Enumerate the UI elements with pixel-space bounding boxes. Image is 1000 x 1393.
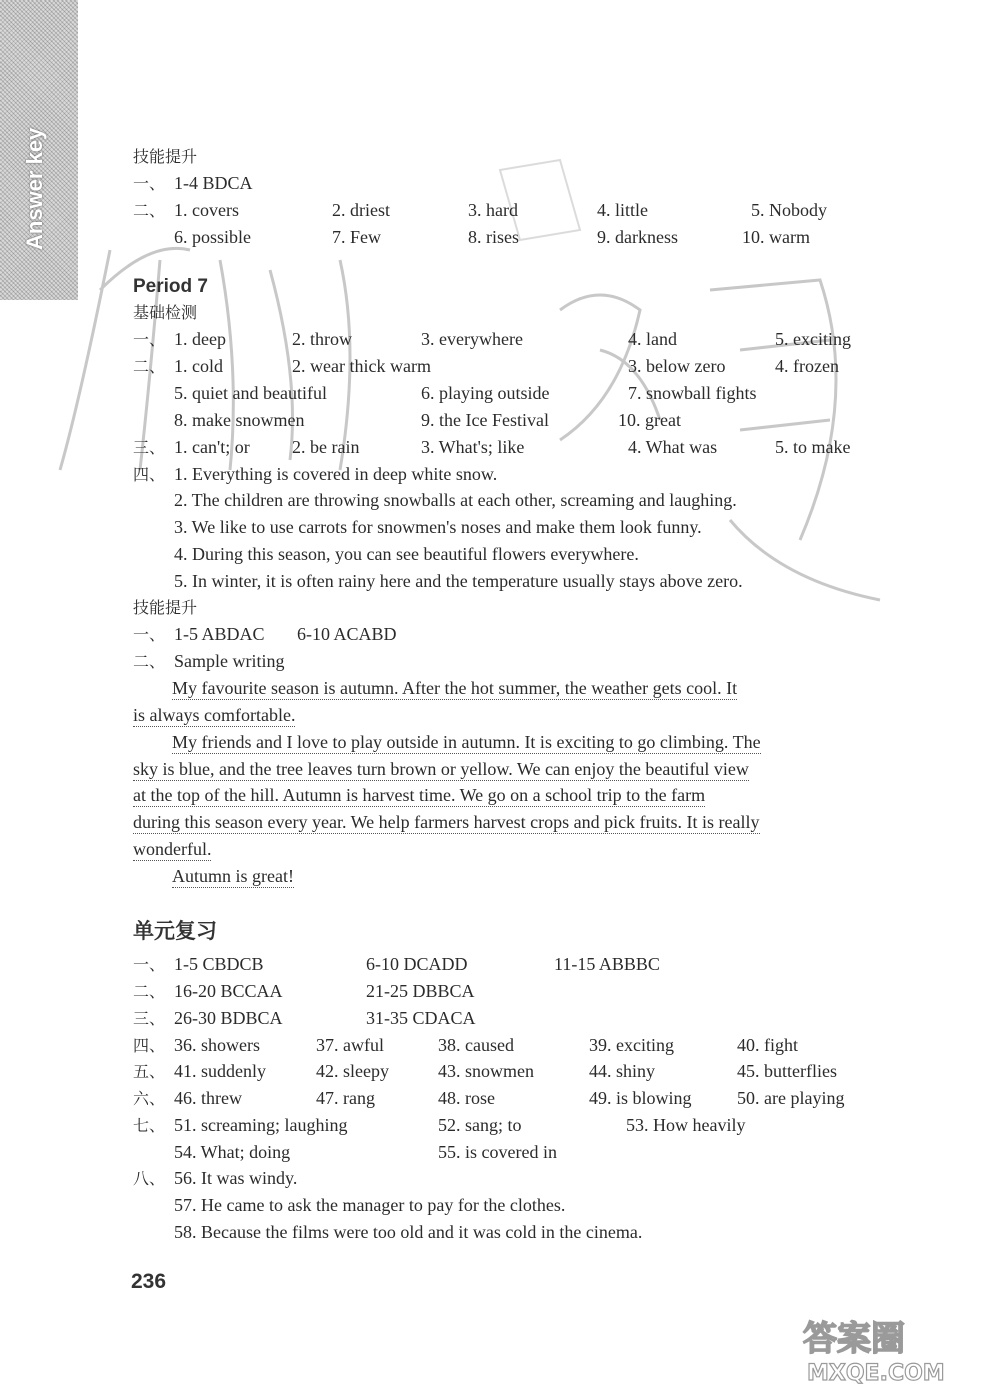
- period-title: Period 7: [133, 276, 208, 297]
- brand-logo: [795, 1308, 975, 1388]
- answer: 44. shiny: [589, 1061, 656, 1081]
- essay-line: at the top of the hill. Autumn is harvest time. We go on a school trip to the farm: [133, 785, 706, 805]
- answer: 5. exciting: [775, 329, 851, 349]
- side-tab: [0, 0, 78, 300]
- answer: 39. exciting: [589, 1035, 674, 1055]
- answer: 6. possible: [174, 227, 252, 247]
- answer: 1. cold: [174, 356, 223, 376]
- answer: 50. are playing: [737, 1088, 845, 1108]
- answer: 45. butterflies: [737, 1061, 837, 1081]
- row-label: 二、: [133, 982, 166, 1001]
- row-label: 一、: [133, 330, 166, 349]
- unit-review-title: 单元复习: [133, 919, 217, 943]
- answer: 10. warm: [742, 227, 810, 247]
- answer: 42. sleepy: [316, 1061, 389, 1081]
- sentence: 5. In winter, it is often rainy here and the temperature usually stays above zero.: [174, 571, 743, 591]
- answer: 4. frozen: [775, 356, 839, 376]
- row-label: 一、: [133, 955, 166, 974]
- sample-writing-label: Sample writing: [174, 651, 285, 671]
- answer: 1-5 CBDCB: [174, 954, 264, 974]
- answer: 7. Few: [332, 227, 381, 247]
- answer: 4. What was: [628, 437, 718, 457]
- row-label: 二、: [133, 652, 166, 671]
- answer: 5. quiet and beautiful: [174, 383, 327, 403]
- row-label: 一、: [133, 174, 166, 193]
- answer: 48. rose: [438, 1088, 495, 1108]
- answer: 36. showers: [174, 1035, 260, 1055]
- essay-line: My friends and I love to play outside in autumn. It is exciting to go climbing. The: [172, 732, 761, 752]
- answer: 1. covers: [174, 200, 239, 220]
- essay-line: My favourite season is autumn. After the hot summer, the weather gets cool. It: [172, 678, 738, 698]
- row-label: 一、: [133, 625, 166, 644]
- answer: 5. Nobody: [751, 200, 827, 220]
- answer: 1-5 ABDAC: [174, 624, 265, 644]
- essay-line: during this season every year. We help farmers harvest crops and pick fruits. It is really: [133, 812, 760, 832]
- answer: 6-10 ACABD: [297, 624, 397, 644]
- sentence: 3. We like to use carrots for snowmen's noses and make them look funny.: [174, 517, 702, 537]
- answer: 1. can't; or: [174, 437, 250, 457]
- answer: 16-20 BCCAA: [174, 981, 283, 1001]
- answer: 5. to make: [775, 437, 851, 457]
- answer: 21-25 DBBCA: [366, 981, 475, 1001]
- row-label: 五、: [133, 1062, 166, 1081]
- answer: 3. everywhere: [421, 329, 523, 349]
- row-label: 三、: [133, 438, 166, 457]
- answer: 8. rises: [468, 227, 519, 247]
- answer: 6-10 DCADD: [366, 954, 468, 974]
- answer: 2. be rain: [292, 437, 360, 457]
- basic-heading: 基础检测: [133, 303, 198, 322]
- answer: 11-15 ABBBC: [554, 954, 660, 974]
- answer: 2. throw: [292, 329, 352, 349]
- answer: 49. is blowing: [589, 1088, 692, 1108]
- answer: 53. How heavily: [626, 1115, 746, 1135]
- row-label: 二、: [133, 357, 166, 376]
- essay-line: is always comfortable.: [133, 705, 296, 725]
- answer: 2. driest: [332, 200, 390, 220]
- answer: 57. He came to ask the manager to pay for the clothes.: [174, 1195, 566, 1215]
- answer: 54. What; doing: [174, 1142, 291, 1162]
- answer: 1-4 BDCA: [174, 173, 253, 193]
- row-label: 七、: [133, 1116, 166, 1135]
- skills-heading-1: 技能提升: [133, 147, 198, 166]
- svg-text:答案圈: 答案圈: [803, 1319, 905, 1359]
- answer: 56. It was windy.: [174, 1168, 298, 1188]
- row-label: 四、: [133, 1036, 166, 1055]
- answer: 9. darkness: [597, 227, 678, 247]
- answer: 43. snowmen: [438, 1061, 534, 1081]
- answer: 4. little: [597, 200, 648, 220]
- answer: 55. is covered in: [438, 1142, 557, 1162]
- sentence: 2. The children are throwing snowballs at each other, screaming and laughing.: [174, 490, 737, 510]
- answer: 47. rang: [316, 1088, 375, 1108]
- essay-line: sky is blue, and the tree leaves turn brown or yellow. We can enjoy the beautiful view: [133, 759, 749, 779]
- answer: 7. snowball fights: [628, 383, 757, 403]
- answer: 3. below zero: [628, 356, 726, 376]
- answer: 41. suddenly: [174, 1061, 266, 1081]
- row-label: 八、: [133, 1169, 166, 1188]
- answer: 6. playing outside: [421, 383, 550, 403]
- row-label: 四、: [133, 465, 166, 484]
- answer: 37. awful: [316, 1035, 384, 1055]
- answer: 52. sang; to: [438, 1115, 522, 1135]
- row-label: 六、: [133, 1089, 166, 1108]
- svg-text:MXQE.COM: MXQE.COM: [807, 1361, 945, 1386]
- answer: 26-30 BDBCA: [174, 1008, 283, 1028]
- page-number: 236: [131, 1270, 167, 1293]
- answer: 3. hard: [468, 200, 518, 220]
- sentence: 1. Everything is covered in deep white snow.: [174, 464, 498, 484]
- answer: 4. land: [628, 329, 677, 349]
- answer: 10. great: [618, 410, 681, 430]
- answer: 3. What's; like: [421, 437, 525, 457]
- side-tab-label: Answer key: [22, 127, 47, 250]
- skills-heading-2: 技能提升: [133, 598, 198, 617]
- answer: 58. Because the films were too old and it was cold in the cinema.: [174, 1222, 643, 1242]
- row-label: 三、: [133, 1009, 166, 1028]
- answer: 46. threw: [174, 1088, 242, 1108]
- row-label: 二、: [133, 201, 166, 220]
- answer: 8. make snowmen: [174, 410, 305, 430]
- answer: 31-35 CDACA: [366, 1008, 476, 1028]
- answer: 1. deep: [174, 329, 226, 349]
- answer: 40. fight: [737, 1035, 798, 1055]
- essay-line: Autumn is great!: [172, 866, 294, 886]
- answer: 51. screaming; laughing: [174, 1115, 348, 1135]
- sentence: 4. During this season, you can see beautiful flowers everywhere.: [174, 544, 639, 564]
- answer: 38. caused: [438, 1035, 514, 1055]
- answer: 2. wear thick warm: [292, 356, 431, 376]
- essay-line: wonderful.: [133, 839, 212, 859]
- answer: 9. the Ice Festival: [421, 410, 549, 430]
